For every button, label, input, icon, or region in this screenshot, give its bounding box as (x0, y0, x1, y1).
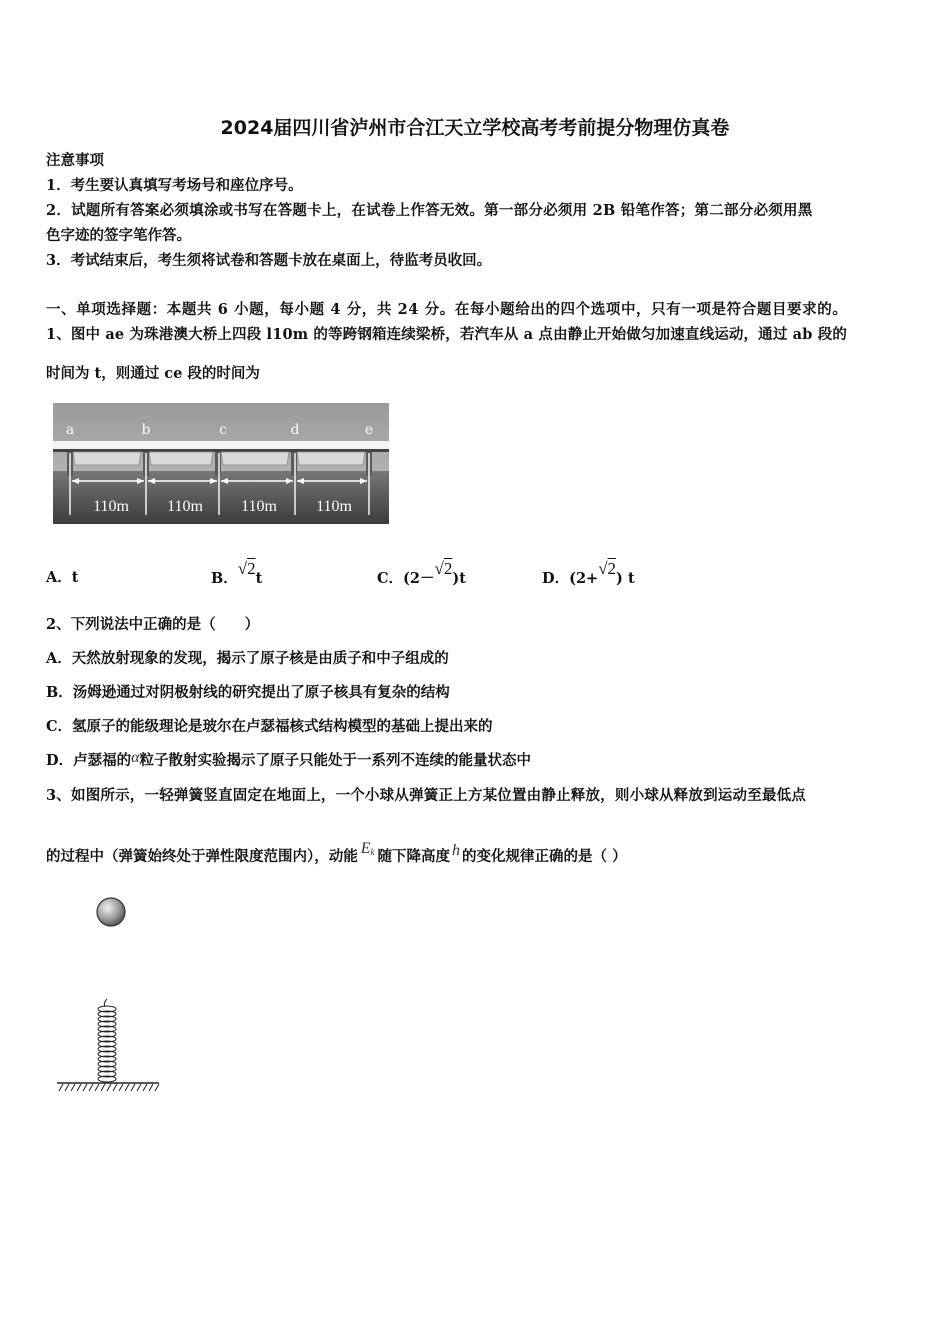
q2-option-d (46, 751, 531, 771)
height-symbol: h (452, 842, 461, 859)
sqrt-sign: √ (598, 559, 608, 578)
notice-item-1: 1．考生要认真填写考场号和座位序号。 (46, 177, 303, 194)
q3-stem-pre: 的过程中（弹簧始终处于弹性限度范围内），动能 (46, 848, 358, 865)
q3-stem-mid: 随下降高度 (377, 848, 451, 865)
sqrt-radicand: 2 (247, 559, 256, 578)
q2-option-c: C．氢原子的能级理论是玻尔在卢瑟福核式结构模型的基础上提出来的 (46, 718, 493, 735)
notice-heading: 注意事项 (46, 152, 104, 169)
q1-option-a (46, 568, 78, 588)
ball (97, 898, 125, 926)
question-1-stem: 1、图中 ae 为珠港澳大桥上四段 l10m 的等跨钢箱连续梁桥，若汽车从 a 点由静止开始做匀加速直线运动，通过 ab 段的 (46, 326, 847, 343)
ek-e: E (360, 840, 371, 857)
notice-item-2-cont: 色字迹的签字笔作答。 (46, 227, 191, 244)
span-label-3: 110m (241, 498, 277, 515)
question-3-stem: 3、如图所示，一轻弹簧竖直固定在地面上，一个小球从弹簧正上方某位置由静止释放，则小球从释放到运动至最低点 (46, 787, 806, 804)
q1-option-a-label: A． (46, 569, 72, 586)
q3-stem-post: 的变化规律正确的是（ ） (462, 848, 627, 865)
span-label-2: 110m (167, 498, 203, 515)
spring-ball-figure (55, 895, 165, 1095)
section-heading: 一、单项选择题：本题共 6 小题，每小题 4 分，共 24 分。在每小题给出的四个选项中，只有一项是符合题目要求的。 (46, 301, 848, 318)
q1-option-d (542, 559, 635, 589)
point-e-label: e (364, 422, 374, 438)
notice-item-3: 3．考试结束后，考生须将试卷和答题卡放在桌面上，待监考员收回。 (46, 252, 492, 269)
point-b-label: b (141, 422, 151, 438)
point-d-label: d (290, 422, 300, 438)
q1-option-c-post: )t (452, 570, 466, 587)
bridge-figure (53, 403, 389, 524)
q1-option-d-pre: (2+ (569, 570, 599, 587)
point-a-label: a (65, 422, 75, 438)
q2-option-d-pre: D．卢瑟福的 (46, 752, 132, 769)
q1-option-c-label: C． (377, 570, 404, 587)
point-c-label: c (219, 422, 227, 438)
q2-option-d-post: 粒子散射实验揭示了原子只能处于一系列不连续的能量状态中 (139, 752, 531, 769)
q1-option-a-text: t (71, 569, 79, 586)
sqrt-sign: √ (434, 559, 444, 578)
spring (98, 999, 116, 1082)
ground (57, 1083, 159, 1091)
ek-k: k (370, 847, 375, 857)
q1-option-b-label: B． (211, 570, 238, 587)
q1-option-b-text: t (255, 570, 263, 587)
q2-option-b: B．汤姆逊通过对阴极射线的研究提出了原子核具有复杂的结构 (46, 684, 450, 701)
span-label-1: 110m (93, 498, 129, 515)
question-2-stem: 2、下列说法中正确的是（ ） (46, 616, 260, 633)
alpha-symbol: α (131, 749, 140, 766)
sqrt-radicand: 2 (607, 559, 617, 578)
question-1-stem-cont: 时间为 t，则通过 ce 段的时间为 (46, 365, 260, 382)
span-label-4: 110m (316, 498, 352, 515)
kinetic-energy-symbol (361, 840, 375, 857)
sqrt-radicand: 2 (443, 559, 453, 578)
notice-item-2: 2．试题所有答案必须填涂或书写在答题卡上，在试卷上作答无效。第一部分必须用 2B 铅笔作答；第二部分必须用黑 (46, 202, 813, 219)
sqrt-sign: √ (237, 559, 248, 578)
q1-option-b (211, 559, 263, 589)
q2-option-a: A．天然放射现象的发现，揭示了原子核是由质子和中子组成的 (46, 650, 449, 667)
q1-option-d-post: ) t (616, 570, 635, 587)
q1-option-c (377, 559, 466, 589)
question-3-stem-cont (46, 840, 627, 870)
q1-option-d-label: D． (542, 570, 570, 587)
page-title: 2024届四川省泸州市合江天立学校高考考前提分物理仿真卷 (220, 117, 730, 139)
q1-option-c-pre: (2－ (403, 570, 435, 587)
